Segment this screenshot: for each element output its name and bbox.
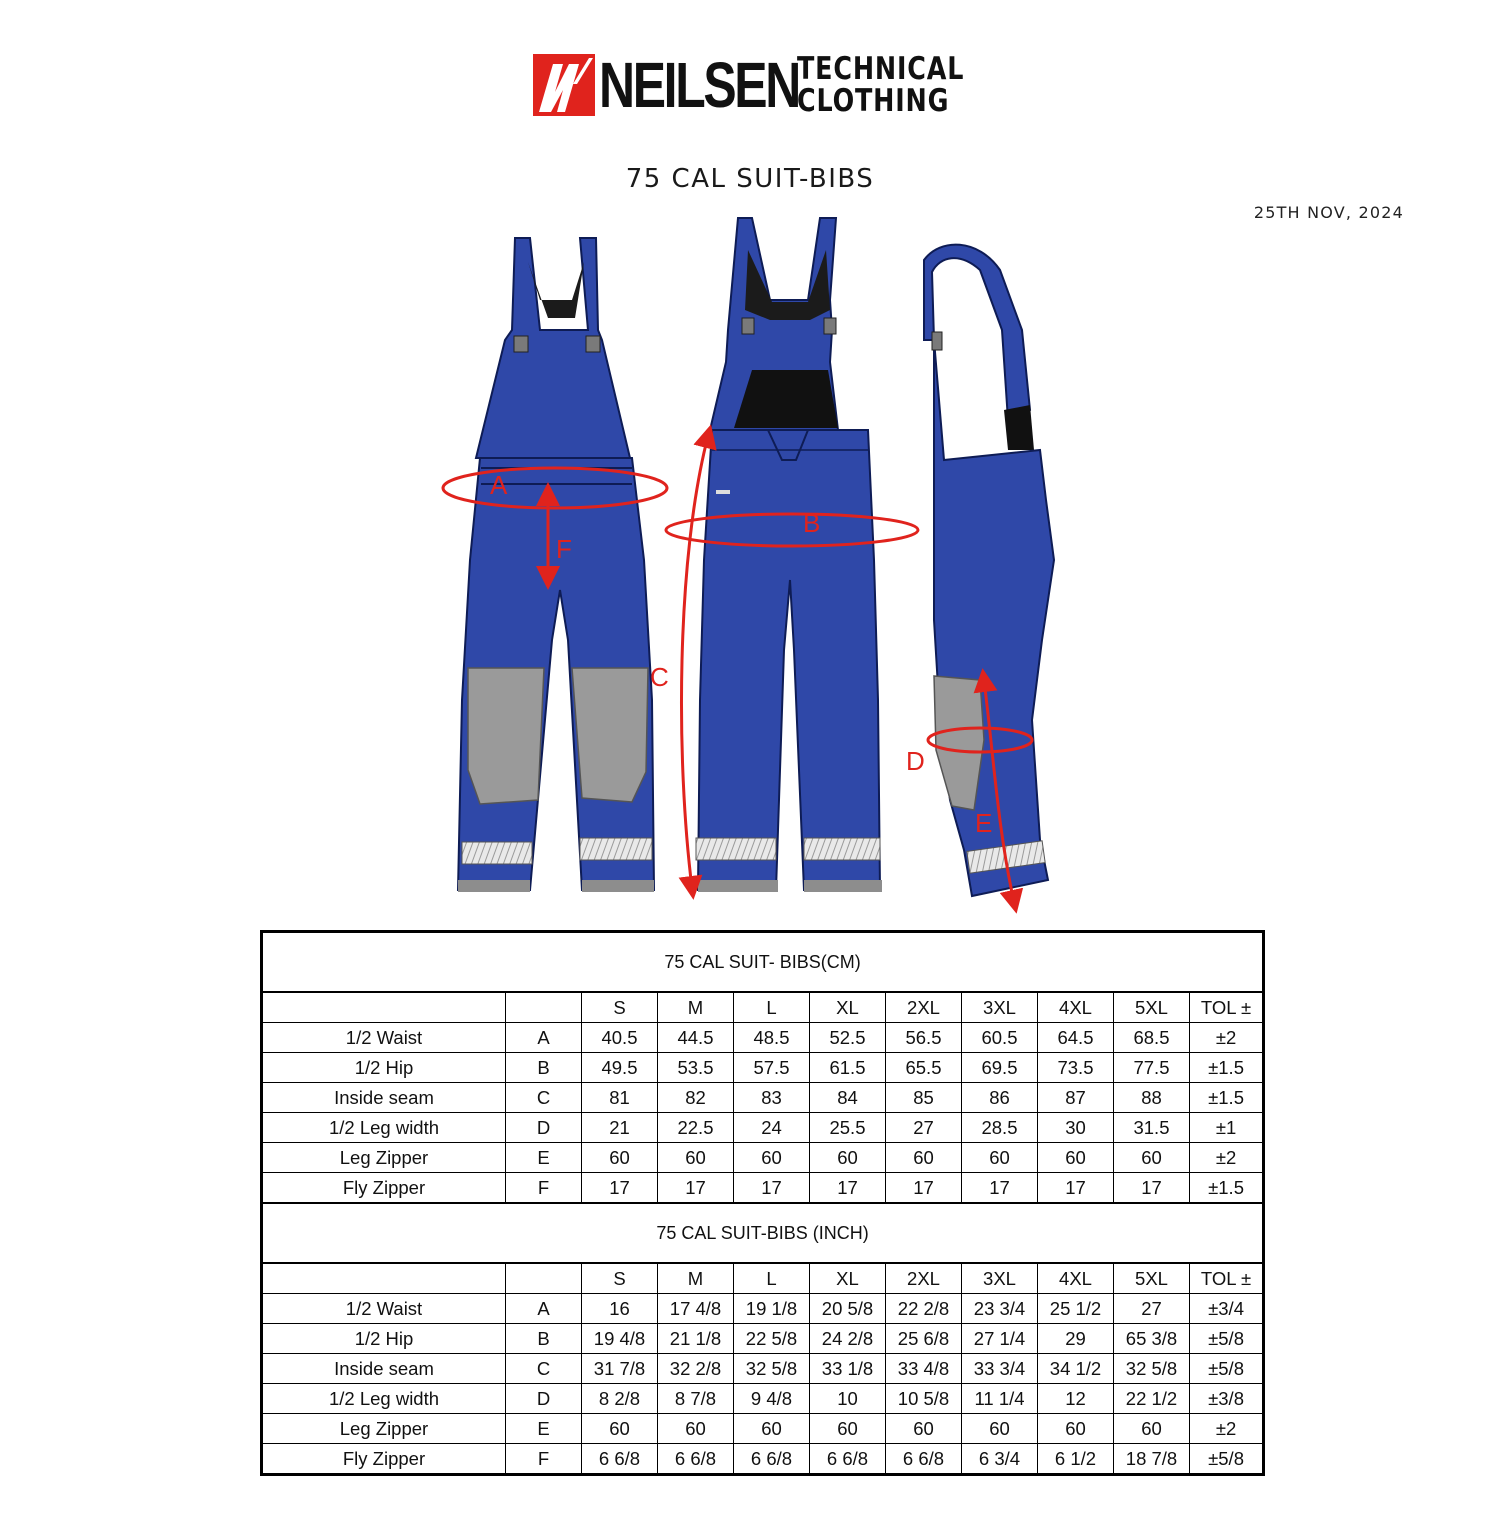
- label-b: B: [803, 508, 821, 538]
- size-value: 60: [1114, 1143, 1190, 1173]
- size-value: 17: [1038, 1173, 1114, 1204]
- size-value: 33 1/8: [810, 1354, 886, 1384]
- label-a: A: [490, 470, 508, 500]
- table-header-row: [262, 992, 1264, 1023]
- size-value: 6 1/2: [1038, 1444, 1114, 1475]
- brand-logo: [533, 49, 973, 121]
- size-value: 21 1/8: [658, 1324, 734, 1354]
- table-header-row: [262, 1263, 1264, 1294]
- size-value: 60: [810, 1414, 886, 1444]
- size-value: 17 4/8: [658, 1294, 734, 1324]
- size-value: 20 5/8: [810, 1294, 886, 1324]
- size-header: 4XL: [1038, 992, 1114, 1023]
- size-value: 17: [582, 1173, 658, 1204]
- tolerance-value: ±5/8: [1190, 1354, 1264, 1384]
- table-row: [262, 1023, 1264, 1053]
- table-caption-row: [262, 932, 1264, 993]
- header-code: [506, 992, 582, 1023]
- size-value: 19 4/8: [582, 1324, 658, 1354]
- tolerance-value: ±2: [1190, 1143, 1264, 1173]
- size-value: 64.5: [1038, 1023, 1114, 1053]
- size-value: 88: [1114, 1083, 1190, 1113]
- size-header: 2XL: [886, 992, 962, 1023]
- size-header: L: [734, 1263, 810, 1294]
- label-e: E: [975, 808, 993, 838]
- size-value: 29: [1038, 1324, 1114, 1354]
- table-row: [262, 1324, 1264, 1354]
- size-value: 22 2/8: [886, 1294, 962, 1324]
- size-value: 60: [1038, 1143, 1114, 1173]
- size-value: 33 4/8: [886, 1354, 962, 1384]
- tolerance-value: ±1.5: [1190, 1053, 1264, 1083]
- size-value: 65 3/8: [1114, 1324, 1190, 1354]
- size-value: 77.5: [1114, 1053, 1190, 1083]
- size-value: 25 1/2: [1038, 1294, 1114, 1324]
- table-row: [262, 1113, 1264, 1143]
- size-value: 49.5: [582, 1053, 658, 1083]
- size-value: 32 2/8: [658, 1354, 734, 1384]
- table-row: [262, 1414, 1264, 1444]
- table-row: [262, 1173, 1264, 1204]
- size-value: 60.5: [962, 1023, 1038, 1053]
- size-value: 17: [962, 1173, 1038, 1204]
- size-value: 21: [582, 1113, 658, 1143]
- tolerance-value: ±1.5: [1190, 1173, 1264, 1204]
- size-value: 6 6/8: [582, 1444, 658, 1475]
- size-header: 4XL: [1038, 1263, 1114, 1294]
- table-caption: 75 CAL SUIT- BIBS(CM): [262, 932, 1264, 993]
- measurement-code: D: [506, 1113, 582, 1143]
- size-value: 31 7/8: [582, 1354, 658, 1384]
- size-value: 60: [1114, 1414, 1190, 1444]
- size-header: S: [582, 1263, 658, 1294]
- measurement-name: Fly Zipper: [262, 1173, 506, 1204]
- size-value: 6 6/8: [658, 1444, 734, 1475]
- size-value: 33 3/4: [962, 1354, 1038, 1384]
- size-value: 56.5: [886, 1023, 962, 1053]
- size-value: 60: [734, 1143, 810, 1173]
- size-value: 60: [582, 1414, 658, 1444]
- size-value: 17: [658, 1173, 734, 1204]
- side-view: [924, 245, 1054, 896]
- measurement-code: C: [506, 1354, 582, 1384]
- tolerance-value: ±3/8: [1190, 1384, 1264, 1414]
- brand-line-1: TECHNICAL: [797, 51, 965, 87]
- size-header: 5XL: [1114, 1263, 1190, 1294]
- label-f: F: [556, 534, 572, 564]
- table-row: [262, 1294, 1264, 1324]
- tolerance-value: ±5/8: [1190, 1324, 1264, 1354]
- measurement-name: 1/2 Hip: [262, 1053, 506, 1083]
- size-value: 17: [1114, 1173, 1190, 1204]
- label-c: C: [650, 662, 669, 692]
- measurement-code: C: [506, 1083, 582, 1113]
- size-value: 60: [886, 1143, 962, 1173]
- size-value: 17: [734, 1173, 810, 1204]
- table-row: [262, 1444, 1264, 1475]
- tolerance-value: ±2: [1190, 1023, 1264, 1053]
- table-row: [262, 1354, 1264, 1384]
- size-value: 84: [810, 1083, 886, 1113]
- brand-name: NEILSEN: [599, 49, 799, 121]
- size-value: 60: [810, 1143, 886, 1173]
- measurement-name: Inside seam: [262, 1083, 506, 1113]
- size-value: 60: [582, 1143, 658, 1173]
- table-row: [262, 1384, 1264, 1414]
- size-value: 31.5: [1114, 1113, 1190, 1143]
- size-value: 32 5/8: [1114, 1354, 1190, 1384]
- measurement-code: B: [506, 1324, 582, 1354]
- measurement-code: A: [506, 1294, 582, 1324]
- size-header: M: [658, 1263, 734, 1294]
- brand-line-2: CLOTHING: [797, 83, 950, 119]
- size-value: 8 7/8: [658, 1384, 734, 1414]
- measurement-code: B: [506, 1053, 582, 1083]
- size-value: 73.5: [1038, 1053, 1114, 1083]
- size-value: 69.5: [962, 1053, 1038, 1083]
- page-title: 75 CAL SUIT-BIBS: [625, 164, 875, 194]
- table-row: [262, 1143, 1264, 1173]
- tolerance-value: ±1.5: [1190, 1083, 1264, 1113]
- size-value: 68.5: [1114, 1023, 1190, 1053]
- size-header: M: [658, 992, 734, 1023]
- size-value: 6 6/8: [810, 1444, 886, 1475]
- tolerance-header: TOL ±: [1190, 992, 1264, 1023]
- measurement-code: A: [506, 1023, 582, 1053]
- measurement-code: F: [506, 1173, 582, 1204]
- size-value: 22 5/8: [734, 1324, 810, 1354]
- size-value: 65.5: [886, 1053, 962, 1083]
- size-value: 18 7/8: [1114, 1444, 1190, 1475]
- size-value: 60: [658, 1414, 734, 1444]
- size-value: 12: [1038, 1384, 1114, 1414]
- size-value: 8 2/8: [582, 1384, 658, 1414]
- size-value: 83: [734, 1083, 810, 1113]
- size-value: 57.5: [734, 1053, 810, 1083]
- size-header: 3XL: [962, 1263, 1038, 1294]
- size-value: 28.5: [962, 1113, 1038, 1143]
- size-value: 10 5/8: [886, 1384, 962, 1414]
- size-value: 23 3/4: [962, 1294, 1038, 1324]
- size-header: XL: [810, 1263, 886, 1294]
- measurement-name: 1/2 Waist: [262, 1294, 506, 1324]
- tolerance-header: TOL ±: [1190, 1263, 1264, 1294]
- tolerance-value: ±1: [1190, 1113, 1264, 1143]
- garment-illustration: [430, 215, 1070, 915]
- size-value: 60: [886, 1414, 962, 1444]
- size-value: 86: [962, 1083, 1038, 1113]
- size-value: 17: [886, 1173, 962, 1204]
- measurement-name: Inside seam: [262, 1354, 506, 1384]
- size-value: 40.5: [582, 1023, 658, 1053]
- header-measurement: [262, 1263, 506, 1294]
- measurement-code: E: [506, 1143, 582, 1173]
- table-row: [262, 1083, 1264, 1113]
- size-value: 22 1/2: [1114, 1384, 1190, 1414]
- size-chart: [260, 930, 1265, 1476]
- header-measurement: [262, 992, 506, 1023]
- size-value: 24 2/8: [810, 1324, 886, 1354]
- size-value: 53.5: [658, 1053, 734, 1083]
- size-value: 61.5: [810, 1053, 886, 1083]
- size-value: 32 5/8: [734, 1354, 810, 1384]
- size-value: 27: [886, 1113, 962, 1143]
- size-value: 60: [1038, 1414, 1114, 1444]
- size-value: 85: [886, 1083, 962, 1113]
- size-value: 24: [734, 1113, 810, 1143]
- measurement-code: E: [506, 1414, 582, 1444]
- size-header: 3XL: [962, 992, 1038, 1023]
- tolerance-value: ±3/4: [1190, 1294, 1264, 1324]
- size-value: 81: [582, 1083, 658, 1113]
- label-d: D: [906, 746, 925, 776]
- size-value: 60: [962, 1414, 1038, 1444]
- size-value: 60: [734, 1414, 810, 1444]
- size-value: 10: [810, 1384, 886, 1414]
- size-value: 48.5: [734, 1023, 810, 1053]
- size-value: 17: [810, 1173, 886, 1204]
- size-value: 30: [1038, 1113, 1114, 1143]
- size-value: 6 3/4: [962, 1444, 1038, 1475]
- measurement-code: D: [506, 1384, 582, 1414]
- size-value: 60: [658, 1143, 734, 1173]
- size-value: 27 1/4: [962, 1324, 1038, 1354]
- measurement-name: 1/2 Waist: [262, 1023, 506, 1053]
- front-view: [458, 238, 654, 892]
- measurement-name: 1/2 Leg width: [262, 1113, 506, 1143]
- size-value: 6 6/8: [886, 1444, 962, 1475]
- size-value: 82: [658, 1083, 734, 1113]
- size-value: 6 6/8: [734, 1444, 810, 1475]
- measurement-name: Leg Zipper: [262, 1414, 506, 1444]
- size-header: XL: [810, 992, 886, 1023]
- size-value: 34 1/2: [1038, 1354, 1114, 1384]
- table-caption: 75 CAL SUIT-BIBS (INCH): [262, 1203, 1264, 1263]
- size-value: 11 1/4: [962, 1384, 1038, 1414]
- measurement-name: Leg Zipper: [262, 1143, 506, 1173]
- tolerance-value: ±2: [1190, 1414, 1264, 1444]
- size-value: 87: [1038, 1083, 1114, 1113]
- size-value: 44.5: [658, 1023, 734, 1053]
- header-code: [506, 1263, 582, 1294]
- size-value: 19 1/8: [734, 1294, 810, 1324]
- size-value: 22.5: [658, 1113, 734, 1143]
- size-value: 25 6/8: [886, 1324, 962, 1354]
- size-value: 9 4/8: [734, 1384, 810, 1414]
- tolerance-value: ±5/8: [1190, 1444, 1264, 1475]
- size-header: S: [582, 992, 658, 1023]
- document-date: 25TH NOV, 2024: [1253, 203, 1404, 222]
- measurement-name: 1/2 Hip: [262, 1324, 506, 1354]
- size-value: 16: [582, 1294, 658, 1324]
- table-row: [262, 1053, 1264, 1083]
- size-header: 2XL: [886, 1263, 962, 1294]
- size-value: 60: [962, 1143, 1038, 1173]
- size-value: 27: [1114, 1294, 1190, 1324]
- measurement-name: 1/2 Leg width: [262, 1384, 506, 1414]
- size-value: 52.5: [810, 1023, 886, 1053]
- measurement-code: F: [506, 1444, 582, 1475]
- brand-mark-icon: [533, 54, 595, 116]
- size-header: 5XL: [1114, 992, 1190, 1023]
- back-view: [696, 218, 882, 892]
- table-caption-row: [262, 1203, 1264, 1263]
- measurement-name: Fly Zipper: [262, 1444, 506, 1475]
- size-header: L: [734, 992, 810, 1023]
- size-value: 25.5: [810, 1113, 886, 1143]
